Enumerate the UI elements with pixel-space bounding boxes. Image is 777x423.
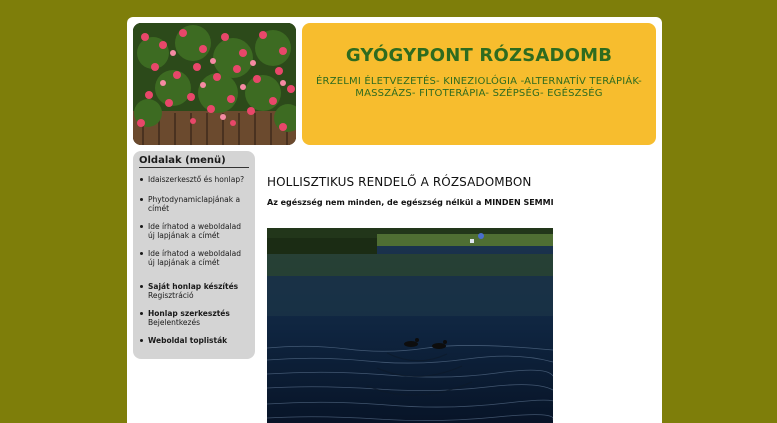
menu-item-link[interactable]: Ide írhatod a weboldalad új lapjának a címét bbox=[148, 249, 241, 267]
content-tagline: Az egészség nem minden, de egészség nélkül a MINDEN SEMMI bbox=[267, 198, 554, 207]
header-roses-image bbox=[133, 23, 296, 145]
menu-item[interactable] bbox=[139, 175, 249, 184]
menu-item[interactable] bbox=[139, 249, 249, 267]
login-link[interactable]: Bejelentkezés bbox=[148, 318, 200, 327]
main-content bbox=[267, 175, 647, 207]
content-title: HOLLISZTIKUS RENDELŐ A RÓZSADOMBON bbox=[267, 175, 532, 189]
register-link[interactable]: Regisztráció bbox=[148, 291, 194, 300]
site-title: GYÓGYPONT RÓZSADOMB bbox=[345, 45, 613, 66]
menu-list bbox=[139, 175, 249, 345]
lake-ducks-image bbox=[267, 228, 553, 423]
toplists-link[interactable]: Weboldal toplisták bbox=[148, 336, 228, 345]
header-banner bbox=[302, 23, 656, 145]
menu-item[interactable] bbox=[139, 195, 249, 213]
menu-link-site-editing[interactable] bbox=[139, 309, 249, 327]
menu-title: Oldalak (menü) bbox=[139, 155, 249, 168]
menu-item-link[interactable]: Ide írhatod a weboldalad új lapjának a címét bbox=[148, 222, 241, 240]
menu-item[interactable] bbox=[139, 222, 249, 240]
site-subtitle: ÉRZELMI ÉLETVEZETÉS- KINEZIOLÓGIA -ALTERNATÍV TERÁPIÁK- MASSZÁZS- FITOTERÁPIA- SZÉPSÉG- EGÉSZSÉG bbox=[316, 76, 642, 99]
own-site-link[interactable]: Saját honlap készítés bbox=[148, 282, 239, 291]
site-editing-link[interactable]: Honlap szerkesztés bbox=[148, 309, 230, 318]
menu-item-link[interactable]: Phytodynamiclapjának a címét bbox=[148, 195, 241, 213]
page-container bbox=[127, 17, 662, 423]
menu-item-link[interactable]: Idaiszerkesztő és honlap? bbox=[148, 175, 245, 184]
menu-link-toplists[interactable] bbox=[139, 336, 249, 345]
menu-link-own-site[interactable] bbox=[139, 282, 249, 300]
sidebar-menu bbox=[133, 151, 255, 359]
